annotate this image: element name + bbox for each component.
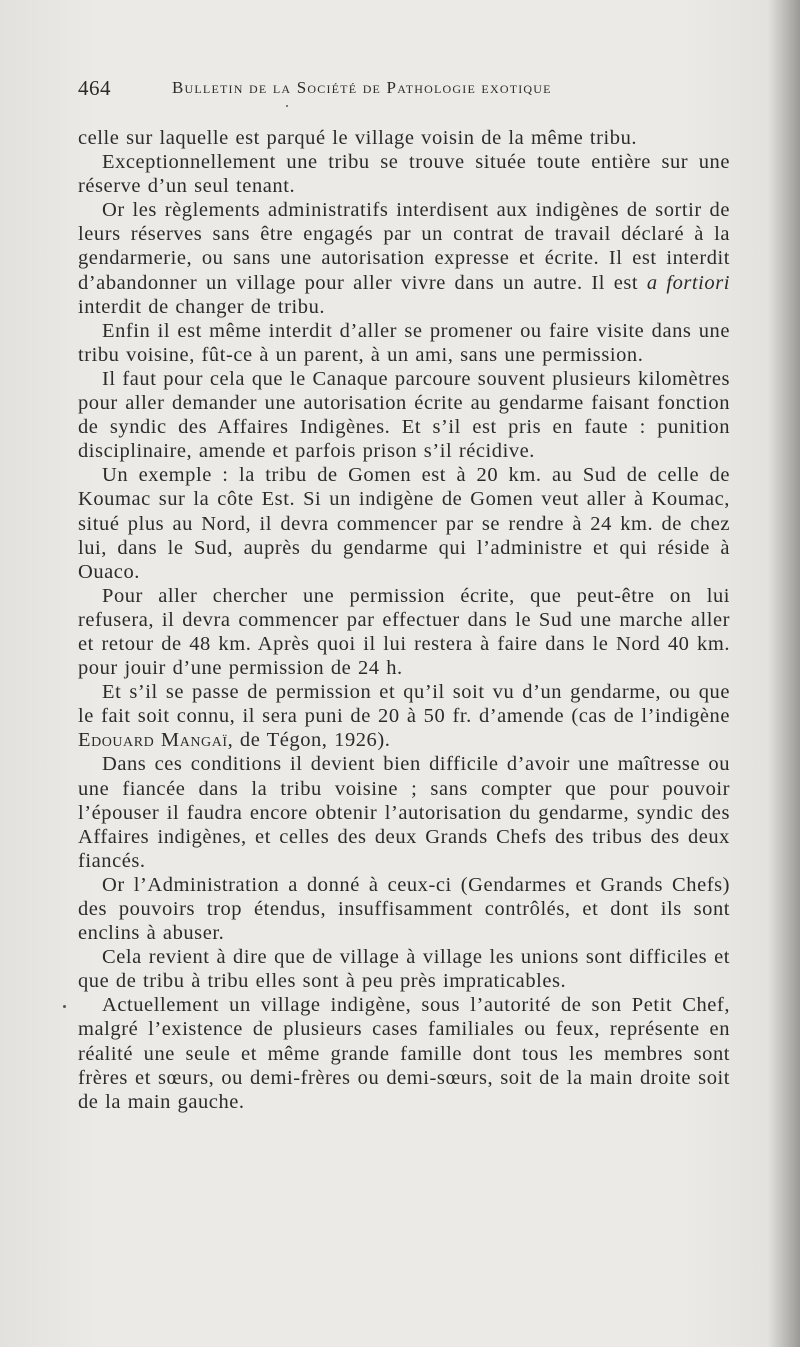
- paragraph-5: Il faut pour cela que le Canaque parcoure souvent plusieurs kilomètres pour aller demander une autorisation écrite au gendarme faisant fonction de syndic des Affaires Indigènes. Et s’il est pris en faute : punition disciplinaire, amende et parfois prison s’il récidive.: [78, 367, 730, 463]
- paragraph-8-smallcaps: Edouard Mangaï: [78, 729, 228, 752]
- paragraph-3-italic: a fortiori: [646, 271, 730, 294]
- running-title: Bulletin de la Société de Pathologie exotique: [172, 78, 552, 97]
- page-header: [78, 76, 728, 106]
- paragraph-2: Exceptionnellement une tribu se trouve située toute entière sur une réserve d’un seul tenant.: [78, 151, 730, 198]
- paragraph-10: Or l’Administration a donné à ceux-ci (Gendarmes et Grands Chefs) des pouvoirs trop étendus, insuffisamment contrôlés, et dont ils sont enclins à abuser.: [78, 873, 730, 945]
- paragraph-3-part-1: Or les règlements administratifs interdisent aux indigènes de sortir de leurs réserves sans être engagés par un contrat de travail déclaré à la gendarmerie, ou sans une autorisation expresse et écrite. Il est interdit d’abandonner un village pour aller vivre dans un autre. Il est: [78, 199, 730, 294]
- page-number: 464: [78, 76, 111, 100]
- paragraph-7: Pour aller chercher une permission écrite, que peut-être on lui refusera, il devra commencer par effectuer dans le Sud une marche aller et retour de 48 km. Après quoi il lui restera à faire dans le Nord 40 km. pour jouir d’une permission de 24 h.: [78, 584, 730, 680]
- paragraph-8-part-1: Et s’il se passe de permission et qu’il soit vu d’un gendarme, ou que le fait soit connu, il sera puni de 20 à 50 fr. d’amende (cas de l’indigène: [78, 681, 730, 728]
- paragraph-8: [78, 680, 730, 752]
- paragraph-3: [78, 198, 730, 318]
- paragraph-6: Un exemple : la tribu de Gomen est à 20 km. au Sud de celle de Koumac sur la côte Est. Si un indigène de Gomen veut aller à Koumac, situé plus au Nord, il devra commencer par se rendre à 24 km. de chez lui, dans le Sud, auprès du gendarme qui l’administre et qui réside à Ouaco.: [78, 464, 730, 583]
- print-speck: [286, 105, 288, 107]
- paragraph-11: Cela revient à dire que de village à village les unions sont difficiles et que de tribu à tribu elles sont à peu près impraticables.: [78, 946, 730, 993]
- article-body: [78, 126, 730, 1114]
- paragraph-9: Dans ces conditions il devient bien difficile d’avoir une maîtresse ou une fiancée dans la tribu voisine ; sans compter que pour pouvoir l’épouser il faudra encore obtenir l’autorisation du gendarme, syndic des Affaires indigènes, et celles des deux Grands Chefs des tribus des deux fiancés.: [78, 753, 730, 872]
- paragraph-12: Actuellement un village indigène, sous l’autorité de son Petit Chef, malgré l’existence de plusieurs cases familiales ou feux, représente en réalité une seule et même grande famille dont tous les membres sont frères et sœurs, ou demi-frères ou demi-sœurs, soit de la main droite soit de la main gauche.: [78, 994, 730, 1113]
- paragraph-3-part-2: interdit de changer de tribu.: [78, 295, 326, 318]
- paragraph-1: celle sur laquelle est parqué le village voisin de la même tribu.: [78, 127, 638, 149]
- paragraph-4: Enfin il est même interdit d’aller se promener ou faire visite dans une tribu voisine, fût-ce à un parent, à un ami, sans une permission.: [78, 319, 730, 366]
- paragraph-8-part-2: , de Tégon, 1926).: [227, 729, 391, 752]
- print-speck: [63, 1005, 66, 1008]
